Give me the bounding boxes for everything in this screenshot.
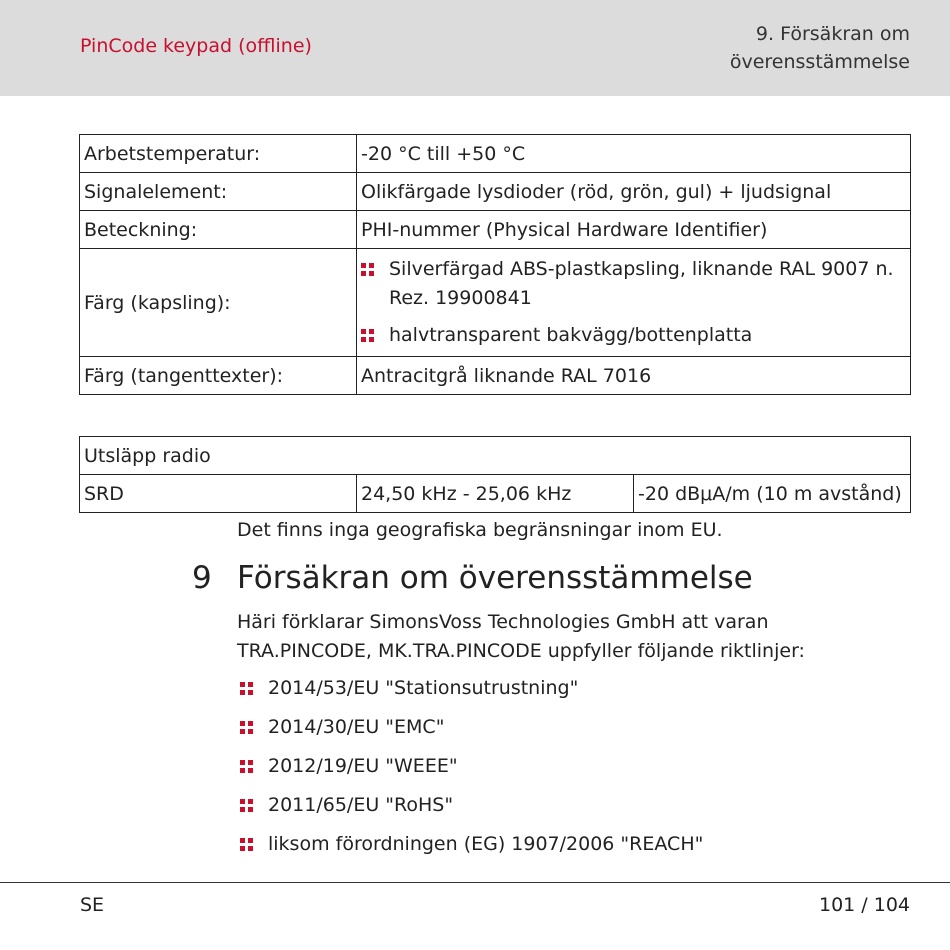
table-row — [80, 475, 911, 513]
radio-table — [79, 436, 911, 513]
spec-value: Olikfärgade lysdioder (röd, grön, gul) + ljudsignal — [357, 173, 911, 211]
directive-text: 2014/53/EU "Stationsutrustning" — [268, 677, 579, 699]
bullet-icon — [240, 721, 253, 734]
section-running-title-line2: överensstämmelse — [729, 51, 910, 73]
section-number: 9 — [192, 560, 212, 596]
bullet-icon — [361, 329, 374, 342]
geographic-note: Det finns inga geografiska begränsningar inom EU. — [237, 519, 723, 541]
table-row — [80, 357, 911, 395]
spec-label: Beteckning: — [80, 211, 357, 249]
footer-divider — [0, 882, 950, 883]
list-item — [361, 255, 906, 313]
table-row — [80, 437, 911, 475]
table-row — [80, 173, 911, 211]
radio-cell: -20 dBμA/m (10 m avstånd) — [634, 475, 911, 513]
spec-value: -20 °C till +50 °C — [357, 135, 911, 173]
intro-line: TRA.PINCODE, MK.TRA.PINCODE uppfyller följande riktlinjer: — [237, 640, 805, 662]
list-item — [240, 791, 703, 830]
spec-value: PHI-nummer (Physical Hardware Identifier) — [357, 211, 911, 249]
bullet-icon — [240, 760, 253, 773]
bullet-icon — [361, 263, 374, 276]
radio-table-header: Utsläpp radio — [80, 437, 911, 475]
section-intro — [237, 608, 805, 666]
intro-line: Häri förklarar SimonsVoss Technologies GmbH att varan — [237, 611, 769, 633]
directive-text: 2012/19/EU "WEEE" — [268, 755, 458, 777]
spec-label: Färg (tangenttexter): — [80, 357, 357, 395]
section-running-title — [730, 20, 910, 76]
spec-label: Arbetstemperatur: — [80, 135, 357, 173]
bullet-icon — [240, 799, 253, 812]
list-item — [240, 674, 703, 713]
list-item-text: Silverfärgad ABS-plastkapsling, liknande RAL 9007 n. Rez. 19900841 — [389, 258, 894, 309]
spec-label: Färg (kapsling): — [80, 249, 357, 357]
section-title: Försäkran om överensstämmelse — [237, 560, 753, 596]
table-row — [80, 135, 911, 173]
table-row — [80, 211, 911, 249]
product-title: PinCode keypad (offline) — [80, 35, 312, 57]
directive-text: liksom förordningen (EG) 1907/2006 "REACH" — [268, 833, 704, 855]
list-item — [240, 713, 703, 752]
page-header — [0, 0, 950, 96]
spec-table — [79, 134, 911, 395]
page-number: 101 / 104 — [818, 894, 910, 916]
list-item — [240, 830, 703, 869]
footer-language: SE — [80, 894, 105, 916]
directive-list — [240, 674, 703, 869]
spec-value-list — [357, 249, 911, 357]
directive-text: 2014/30/EU "EMC" — [268, 716, 445, 738]
directive-text: 2011/65/EU "RoHS" — [268, 794, 454, 816]
spec-label: Signalelement: — [80, 173, 357, 211]
radio-cell: SRD — [80, 475, 357, 513]
spec-value: Antracitgrå liknande RAL 7016 — [357, 357, 911, 395]
list-item-text: halvtransparent bakvägg/bottenplatta — [389, 324, 753, 346]
table-row — [80, 249, 911, 357]
section-running-title-line1: 9. Försäkran om — [755, 23, 910, 45]
list-item — [361, 321, 906, 350]
bullet-icon — [240, 838, 253, 851]
list-item — [240, 752, 703, 791]
radio-cell: 24,50 kHz - 25,06 kHz — [357, 475, 634, 513]
bullet-icon — [240, 682, 253, 695]
